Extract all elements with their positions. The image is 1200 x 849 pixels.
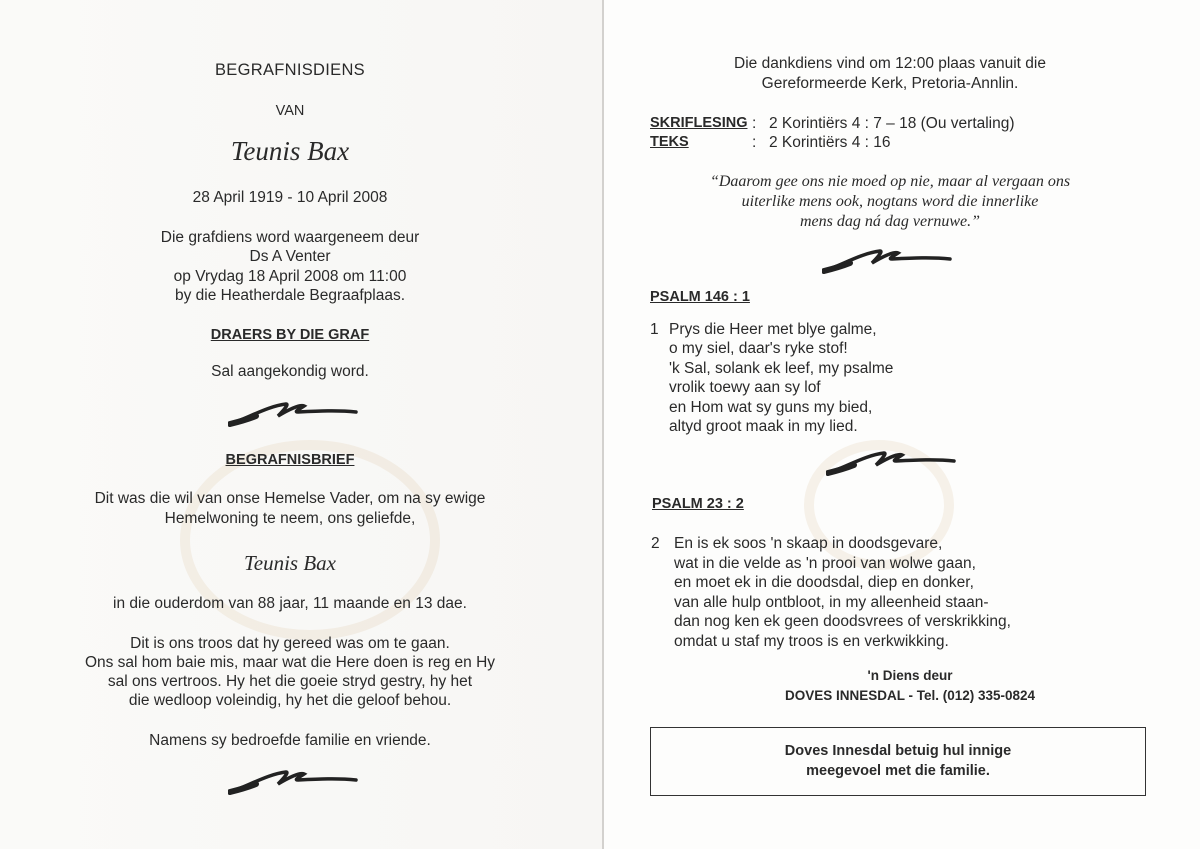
psalm-line: van alle hulp ontbloot, in my alleenheid staan- <box>674 594 989 611</box>
service-line: Ds A Venter <box>249 248 331 265</box>
text-separator: : <box>752 134 757 151</box>
letter-heading <box>100 451 480 469</box>
service-line: Die grafdiens word waargeneem deur <box>160 229 420 246</box>
letter-intro-line: Hemelwoning te neem, ons geliefde, <box>164 510 416 527</box>
flourish-ornament <box>822 247 952 275</box>
service-company: DOVES INNESDAL - Tel. (012) 335-0824 <box>784 688 1036 703</box>
quote-line: “Daarom gee ons nie moed op nie, maar al vergaan ons <box>709 173 1071 190</box>
comfort-line: Ons sal hom baie mis, maar wat die Here doen is reg en Hy <box>84 654 496 671</box>
psalm-line: wat in die velde as 'n prooi van wolwe gaan, <box>674 555 976 572</box>
psalm-line: Prys die Heer met blye galme, <box>669 321 877 338</box>
bearers-heading <box>100 326 480 344</box>
flourish-ornament <box>228 768 358 796</box>
psalm-verse-number: 2 <box>651 535 660 552</box>
deceased-name-small: Teunis Bax <box>244 551 336 575</box>
psalm-line: En is ek soos 'n skaap in doodsgevare, <box>674 535 943 552</box>
quote-line: uiterlike mens ook, nogtans word die innerlike <box>741 193 1039 210</box>
psalm-146-heading: PSALM 146 : 1 <box>650 289 750 305</box>
condolence-line: meegevoel met die familie. <box>806 763 990 779</box>
letter-heading-text: BEGRAFNISBRIEF <box>225 452 355 468</box>
psalm-line: o my siel, daar's ryke stof! <box>669 340 848 357</box>
reading-label: SKRIFLESING <box>650 115 748 131</box>
flourish-ornament <box>228 400 358 428</box>
psalm-line: 'k Sal, solank ek leef, my psalme <box>669 360 894 377</box>
condolence-box <box>650 727 1146 796</box>
deceased-name: Teunis Bax <box>230 136 350 166</box>
psalm-line: en moet ek in die doodsdal, diep en donker, <box>674 574 974 591</box>
reading-separator: : <box>752 115 757 132</box>
letter-intro-line: Dit was die wil van onse Hemelse Vader, om na sy ewige <box>94 490 486 507</box>
psalm-line: vrolik toewy aan sy lof <box>669 379 821 396</box>
psalm-verse-number: 1 <box>650 321 659 338</box>
comfort-line: die wedloop voleindig, hy het die geloof behou. <box>128 692 452 709</box>
psalm-line: dan nog ken ek geen doodsvrees of verskrikking, <box>674 613 1011 630</box>
service-line: by die Heatherdale Begraafplaas. <box>174 287 406 304</box>
thanks-line: Gereformeerde Kerk, Pretoria-Annlin. <box>761 75 1019 92</box>
psalm-line: en Hom wat sy guns my bied, <box>669 399 873 416</box>
service-by: 'n Diens deur <box>867 668 953 683</box>
van-label: VAN <box>275 103 305 119</box>
life-dates: 28 April 1919 - 10 April 2008 <box>192 189 388 206</box>
quote-line: mens dag ná dag vernuwe.” <box>800 213 980 230</box>
text-value: 2 Korintiërs 4 : 16 <box>769 134 891 151</box>
psalm-line: omdat u staf my troos is en verkwikking. <box>674 633 949 650</box>
thanks-line: Die dankdiens vind om 12:00 plaas vanuit die <box>734 55 1046 72</box>
page-heading: BEGRAFNISDIENS <box>215 61 365 79</box>
bearers-heading-text: DRAERS BY DIE GRAF <box>210 327 370 343</box>
psalm-line: altyd groot maak in my lied. <box>669 418 858 435</box>
bearers-text: Sal aangekondig word. <box>211 363 369 380</box>
service-line: op Vrydag 18 April 2008 om 11:00 <box>173 268 407 285</box>
closing-line: Namens sy bedroefde familie en vriende. <box>149 732 431 749</box>
text-label: TEKS <box>650 134 689 150</box>
flourish-ornament <box>826 449 956 477</box>
reading-value: 2 Korintiërs 4 : 7 – 18 (Ou vertaling) <box>769 115 1015 132</box>
condolence-line: Doves Innesdal betuig hul innige <box>784 743 1012 759</box>
comfort-line: Dit is ons troos dat hy gereed was om te gaan. <box>130 635 450 652</box>
psalm-23-heading: PSALM 23 : 2 <box>652 496 744 512</box>
comfort-line: sal ons vertroos. Hy het die goeie stryd gestry, hy het <box>107 673 473 690</box>
age-line: in die ouderdom van 88 jaar, 11 maande en 13 dae. <box>113 595 467 612</box>
